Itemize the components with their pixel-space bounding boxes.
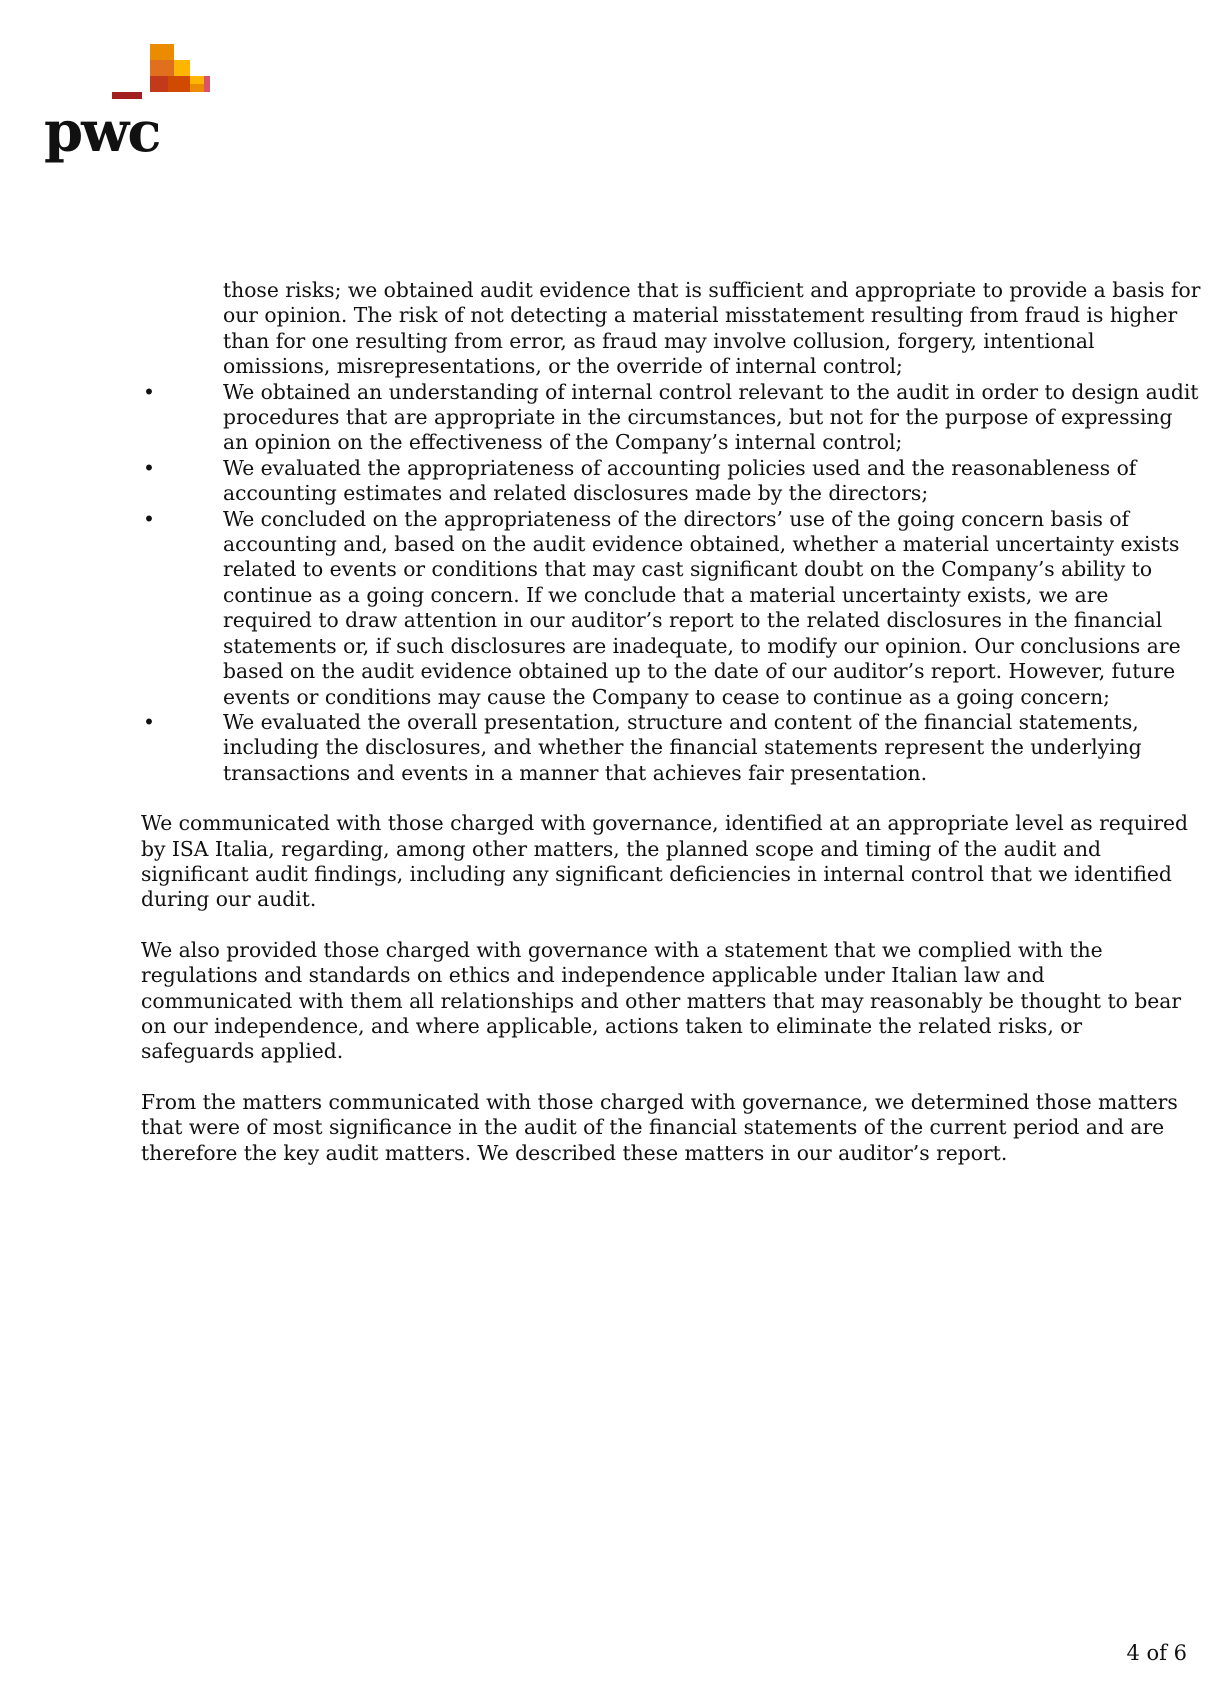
list-item (141, 380, 1201, 456)
list-item (141, 507, 1201, 710)
pwc-logo-mark (44, 44, 219, 104)
list-item-text: We evaluated the appropriateness of accounting policies used and the reasonableness of accounting estimates and related disclosures made by the directors; (223, 455, 1137, 506)
document-body (141, 278, 1201, 1166)
page-number: 4 of 6 (1126, 1641, 1187, 1665)
bullet-icon: • (143, 379, 155, 404)
bullet-continuation: those risks; we obtained audit evidence that is sufficient and appropriate to provide a basis for our opinion. The risk of not detecting a material misstatement resulting from fraud is higher than for one resulting from error, as fraud may involve collusion, forgery, intentional omissions, misrepresentations, or the override of internal control; (223, 278, 1201, 379)
pwc-wordmark: pwc (44, 99, 160, 165)
list-item-text: We obtained an understanding of internal control relevant to the audit in order to design audit procedures that are appropriate in the circumstances, but not for the purpose of expressing an opinion on the effectiveness of the Company’s internal control; (223, 379, 1199, 455)
paragraph-governance-communication: We communicated with those charged with governance, identified at an appropriate level as required by ISA Italia, regarding, among other matters, the planned scope and timing of the audit and significant audit findings, including any significant deficiencies in internal control that we identified during our audit. (141, 811, 1189, 912)
bullet-icon: • (143, 455, 155, 480)
list-item (141, 710, 1201, 786)
paragraph-key-audit-matters: From the matters communicated with those charged with governance, we determined those matters that were of most significance in the audit of the financial statements of the current period and are therefore the key audit matters. We described these matters in our auditor’s report. (141, 1089, 1178, 1165)
pwc-logo (44, 44, 219, 174)
list-item-text: We evaluated the overall presentation, structure and content of the financial statements, including the disclosures, and whether the financial statements represent the underlying transactions and events in a manner that achieves fair presentation. (223, 709, 1142, 785)
bullet-icon: • (143, 709, 155, 734)
bullet-icon: • (143, 506, 155, 531)
list-item-text: We concluded on the appropriateness of the directors’ use of the going concern basis of accounting and, based on the audit evidence obtained, whether a material uncertainty exists related to events or conditions that may cast significant doubt on the Company’s ability to continue as a going concern. If we conclude that a material uncertainty exists, we are required to draw attention in our auditor’s report to the related disclosures in the financial statements or, if such disclosures are inadequate, to modify our opinion. Our conclusions are based on the audit evidence obtained up to the date of our auditor’s report. However, future events or conditions may cause the Company to cease to continue as a going concern; (223, 506, 1181, 709)
paragraph-independence-statement: We also provided those charged with governance with a statement that we complied with the regulations and standards on ethics and independence applicable under Italian law and communicated with them all relationships and other matters that may reasonably be thought to bear on our independence, and where applicable, actions taken to eliminate the related risks, or safeguards applied. (141, 937, 1182, 1064)
audit-procedures-list (141, 380, 1201, 787)
list-item (141, 456, 1201, 507)
